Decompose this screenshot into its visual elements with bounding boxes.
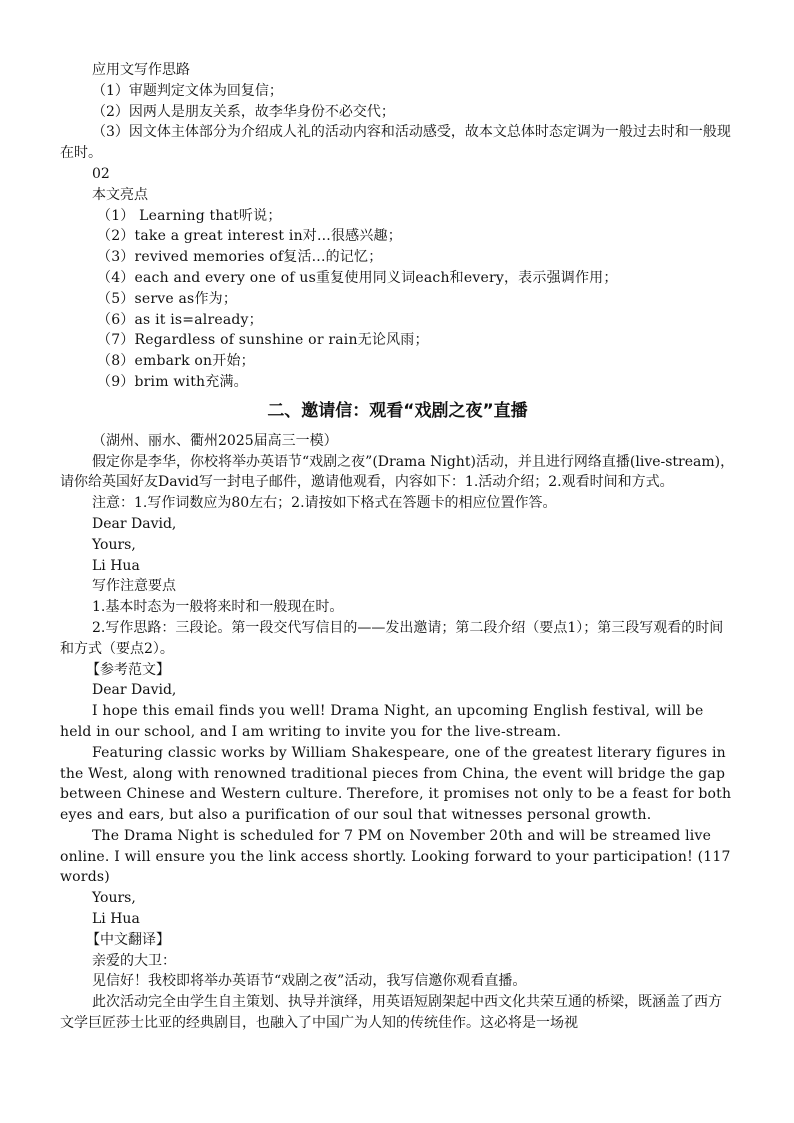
task-source: （湖州、丽水、衢州2025届高三一模） <box>92 432 338 449</box>
analysis-point-3: （3）因文体主体部分为介绍成人礼的活动内容和活动感受，故本文总体时态定调为一般过去时和一般现在时。 <box>60 124 731 162</box>
format-closing: Yours, <box>92 536 136 553</box>
analysis-point-1: （1）审题判定文体为回复信； <box>92 82 283 99</box>
translation-greeting: 亲爱的大卫： <box>92 952 176 969</box>
highlights-title: 本文亮点 <box>92 186 148 203</box>
highlight-item: （6）as it is=already； <box>97 311 263 328</box>
task-description: 假定你是李华，你校将举办英语节“戏剧之夜”(Drama Night)活动，并且进行网络直播(live-stream)，请你给英国好友David写一封电子邮件，邀请他观看，内容如下：1.活动介绍；2.观看时间和方式。 <box>60 453 735 491</box>
translation-paragraph: 见信好！我校即将举办英语节“戏剧之夜”活动，我写信邀你观看直播。 <box>92 973 527 990</box>
highlight-item: （8）embark on开始； <box>97 353 255 370</box>
tips-title: 写作注意要点 <box>92 578 176 595</box>
section-title: 应用文写作思路 <box>92 62 190 78</box>
highlight-item: （4）each and every one of us重复使用同义词each和every，表示强调作用； <box>97 269 618 286</box>
highlights-list <box>60 206 735 393</box>
section-number: 02 <box>92 165 110 182</box>
section-heading: 二、邀请信：观看“戏剧之夜”直播 <box>267 400 528 421</box>
sample-paragraph: I hope this email finds you well! Drama Night, an upcoming English festival, will be held in our school, and I am writing to invite you for the live-stream. <box>60 703 704 740</box>
sample-closing: Yours, <box>92 890 136 907</box>
highlight-item: （2）take a great interest in对...很感兴趣； <box>97 228 402 245</box>
document-page <box>60 60 735 1034</box>
task-note: 注意：1.写作词数应为80左右；2.请按如下格式在答题卡的相应位置作答。 <box>92 495 557 512</box>
format-greeting: Dear David, <box>92 515 177 532</box>
translation-paragraph: 此次活动完全由学生自主策划、执导并演绎，用英语短剧架起中西文化共荣互通的桥梁，既涵盖了西方文学巨匠莎士比亚的经典剧目，也融入了中国广为人知的传统佳作。这必将是一场视 <box>60 994 722 1032</box>
sample-signature: Li Hua <box>92 911 140 928</box>
highlight-item: （5）serve as作为； <box>97 290 238 307</box>
highlight-item: （9）brim with充满。 <box>97 373 248 390</box>
sample-paragraph: The Drama Night is scheduled for 7 PM on November 20th and will be streamed live online. I will ensure you the link access shortly. Looking forward to your participation! (117 words) <box>60 827 731 886</box>
translation-title: 【中文翻译】 <box>86 931 170 948</box>
highlight-item: （3）revived memories of复活...的记忆； <box>97 249 383 266</box>
sample-greeting: Dear David, <box>92 682 177 699</box>
tip-item: 1.基本时态为一般将来时和一般现在时。 <box>92 599 344 616</box>
sample-title: 【参考范文】 <box>86 661 170 678</box>
analysis-point-2: （2）因两人是朋友关系，故李华身份不必交代； <box>92 103 395 120</box>
highlight-item: （1） Learning that听说； <box>97 207 282 224</box>
highlight-item: （7）Regardless of sunshine or rain无论风雨； <box>97 332 429 349</box>
tip-item: 2.写作思路：三段论。第一段交代写信目的——发出邀请；第二段介绍（要点1）；第三段写观看的时间和方式（要点2）。 <box>60 619 724 657</box>
sample-paragraph: Featuring classic works by William Shakespeare, one of the greatest literary figures in the West, along with renowned traditional pieces from China, the event will bridge the gap between Chinese and Western culture. Therefore, it promises not only to be a feast for both eyes and ears, but also a purification of our soul that witnesses personal growth. <box>60 744 732 824</box>
format-signature: Li Hua <box>92 557 140 574</box>
